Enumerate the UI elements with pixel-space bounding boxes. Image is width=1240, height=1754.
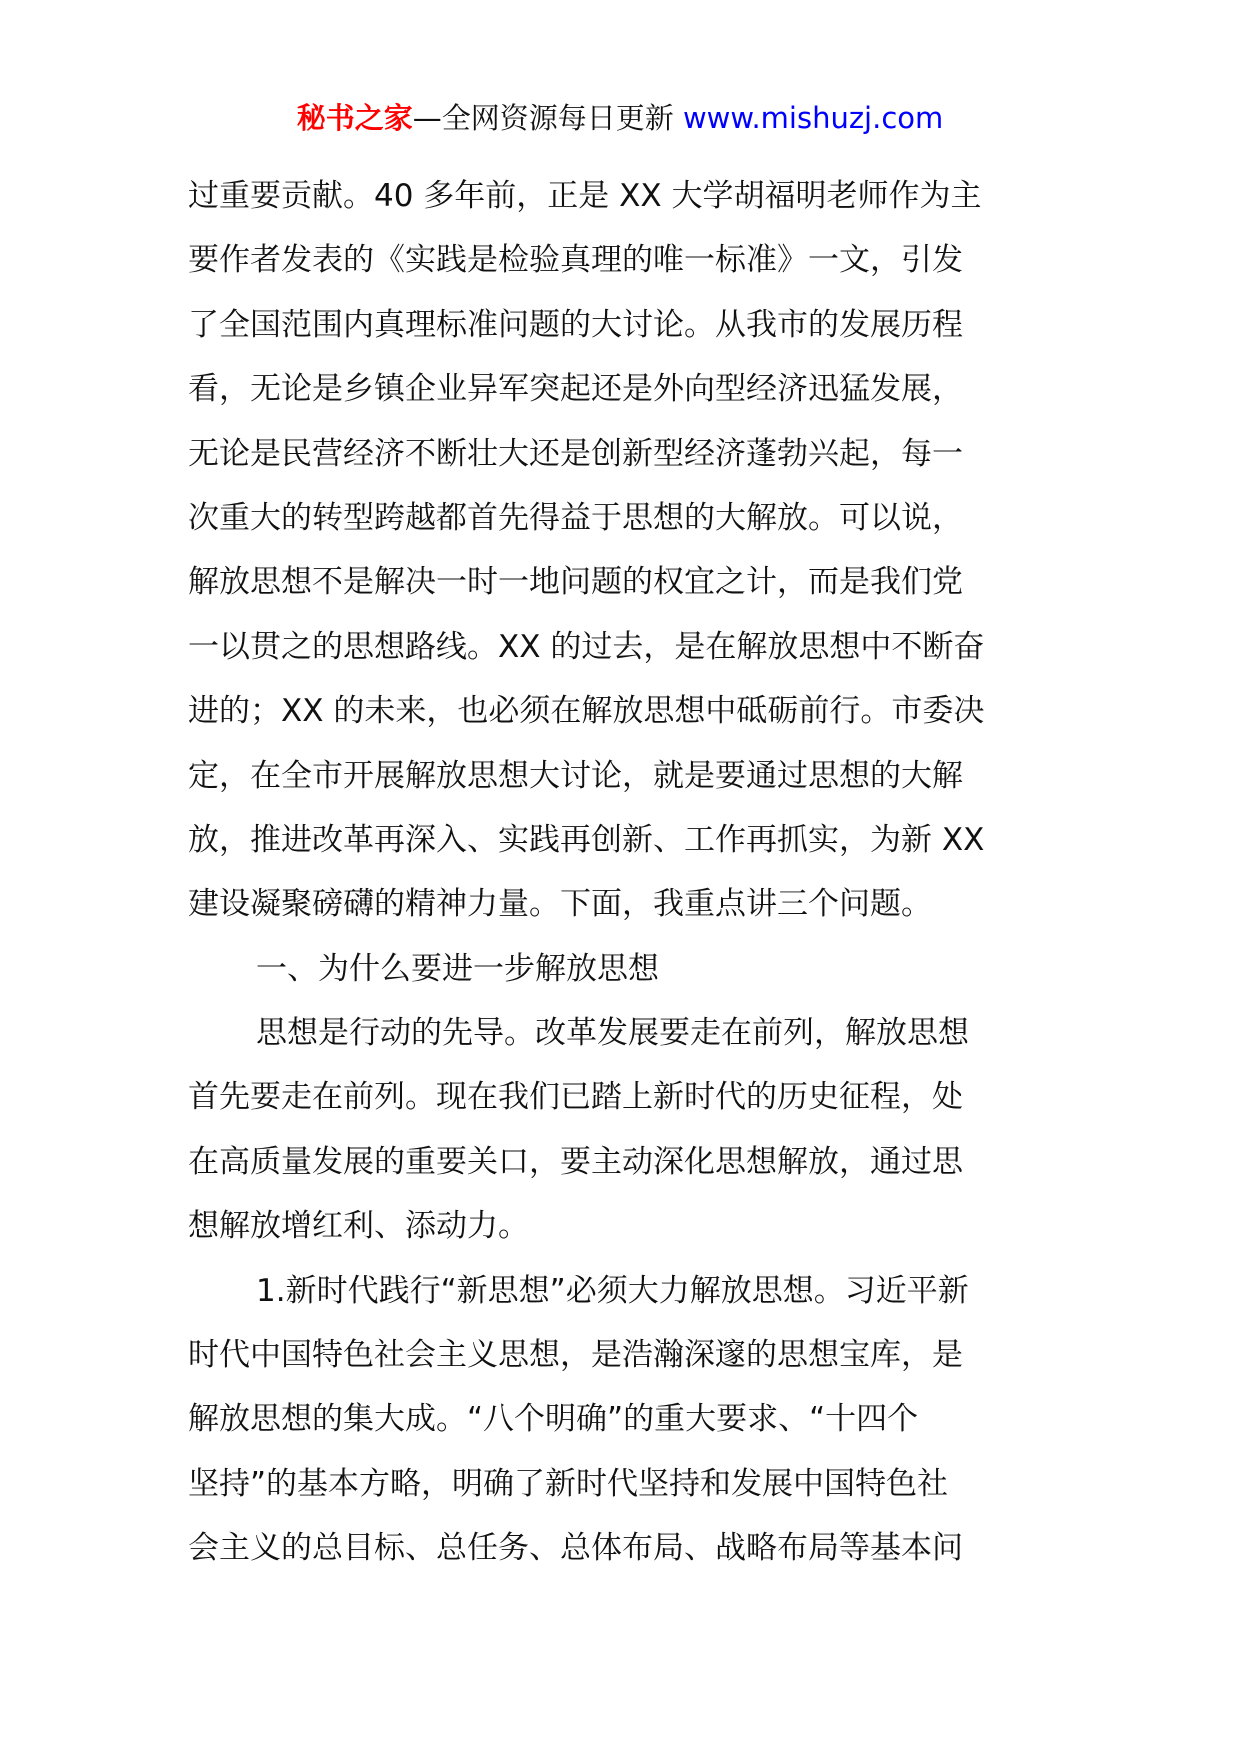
text-line: 解放思想不是解决一时一地问题的权宜之计，而是我们党 bbox=[188, 564, 963, 601]
text-line: 首先要走在前列。现在我们已踏上新时代的历史征程，处 bbox=[188, 1079, 963, 1116]
text-line: 会主义的总目标、总任务、总体布局、战略布局等基本问 bbox=[188, 1530, 963, 1567]
text-line: 时代中国特色社会主义思想，是浩瀚深邃的思想宝库，是 bbox=[188, 1337, 963, 1374]
text-line: 1.新时代践行“新思想”必须大力解放思想。习近平新 bbox=[256, 1272, 969, 1309]
text-line: 次重大的转型跨越都首先得益于思想的大解放。可以说， bbox=[188, 499, 963, 536]
text-line: 定，在全市开展解放思想大讨论，就是要通过思想的大解 bbox=[188, 757, 963, 794]
text-line: 解放思想的集大成。“八个明确”的重大要求、“十四个 bbox=[188, 1401, 919, 1438]
text-line: 看，无论是乡镇企业异军突起还是外向型经济迅猛发展， bbox=[188, 371, 963, 408]
text-line: 无论是民营经济不断壮大还是创新型经济蓬勃兴起，每一 bbox=[188, 435, 963, 472]
section-heading: 一、为什么要进一步解放思想 bbox=[256, 950, 659, 987]
text-line: 在高质量发展的重要关口，要主动深化思想解放，通过思 bbox=[188, 1143, 963, 1180]
header-tagline: —全网资源每日更新 bbox=[412, 101, 674, 135]
site-url-link[interactable]: www.mishuzj.com bbox=[682, 101, 944, 135]
text-line: 一以贯之的思想路线。XX 的过去，是在解放思想中不断奋 bbox=[188, 628, 985, 665]
text-line: 坚持”的基本方略，明确了新时代坚持和发展中国特色社 bbox=[188, 1465, 949, 1502]
text-line: 要作者发表的《实践是检验真理的唯一标准》一文，引发 bbox=[188, 242, 963, 279]
text-line: 建设凝聚磅礴的精神力量。下面，我重点讲三个问题。 bbox=[188, 886, 932, 923]
text-line: 过重要贡献。40 多年前，正是 XX 大学胡福明老师作为主 bbox=[188, 178, 982, 214]
brand-name: 秘书之家 bbox=[296, 101, 413, 135]
text-line: 了全国范围内真理标准问题的大讨论。从我市的发展历程 bbox=[188, 306, 963, 343]
site-header bbox=[0, 98, 1240, 138]
text-line: 进的；XX 的未来，也必须在解放思想中砥砺前行。市委决 bbox=[188, 693, 985, 730]
text-line: 放，推进改革再深入、实践再创新、工作再抓实，为新 XX bbox=[188, 821, 985, 858]
text-line: 思想是行动的先导。改革发展要走在前列，解放思想 bbox=[256, 1015, 969, 1052]
document-body bbox=[188, 164, 1068, 1581]
text-line: 想解放增红利、添动力。 bbox=[188, 1208, 529, 1245]
